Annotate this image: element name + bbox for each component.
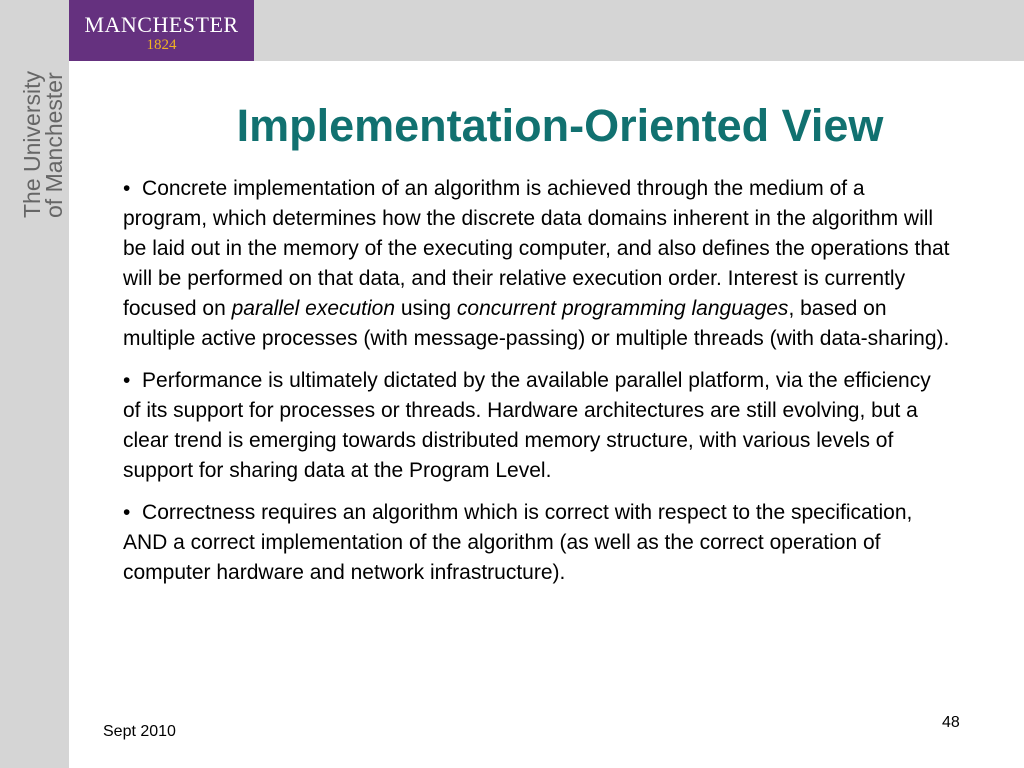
wordmark-line-2: of Manchester — [41, 72, 67, 218]
bullet-concrete-implementation — [123, 174, 953, 354]
page-number: 48 — [942, 714, 960, 731]
bullet-text: , based on multiple active processes (with message-passing) or multiple threads (with data-sharing). — [123, 297, 950, 350]
bullet-marker: • — [123, 501, 131, 524]
emphasis-concurrent-languages: concurrent programming languages — [456, 297, 789, 320]
bullet-text: Performance is ultimately dictated by the available parallel platform, via the efficiency of its support for processes or threads. Hardware architectures are still evolving, but a clear trend is emerging towards distributed memory structure, with various levels of support for sharing data at the Program Level. — [123, 369, 931, 482]
wordmark-line-1: The University — [19, 71, 45, 218]
bullet-correctness — [123, 498, 953, 588]
bullet-performance — [123, 366, 953, 486]
slide-title: Implementation-Oriented View — [236, 100, 884, 151]
bullet-text: Correctness requires an algorithm which is correct with respect to the specification, AND a correct implementation of the algorithm (as well as the correct operation of computer hardware and network infrastructure). — [123, 501, 913, 584]
emphasis-parallel-execution: parallel execution — [231, 297, 396, 320]
footer-date: Sept 2010 — [103, 723, 176, 740]
bullet-marker: • — [123, 177, 131, 200]
university-wordmark — [21, 58, 65, 218]
logo-name: MANCHESTER — [84, 12, 239, 37]
university-logo — [69, 0, 254, 61]
bullet-marker: • — [123, 369, 131, 392]
bullet-text: Concrete implementation of an algorithm is achieved through the medium of a program, which determines how the discrete data domains inherent in the algorithm will be laid out in the memory of the executing computer, and also defines the operations that will be performed on that data, and their relative execution order. Interest is currently focused on — [123, 177, 950, 320]
slide-body — [123, 174, 953, 600]
bullet-text: using — [395, 297, 457, 320]
logo-year: 1824 — [146, 37, 177, 53]
